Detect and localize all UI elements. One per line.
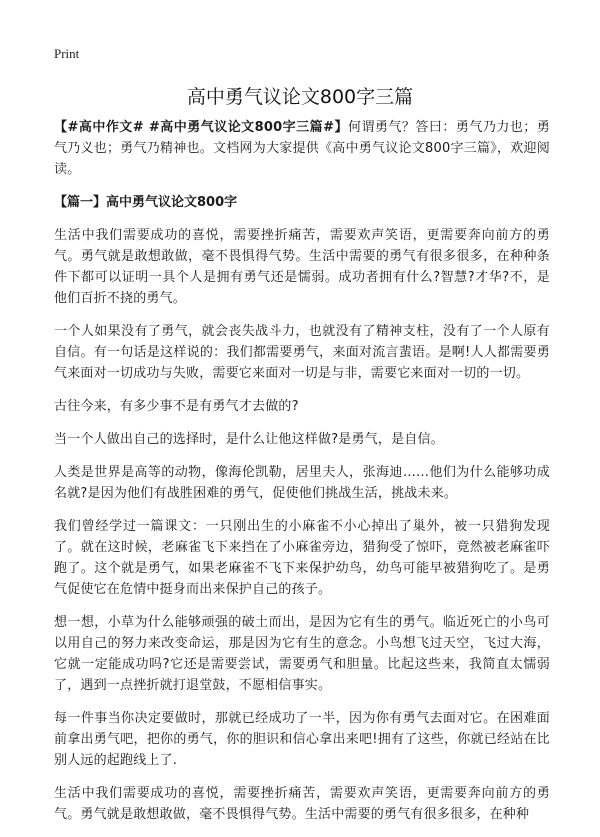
intro-text: 何谓勇气？答曰：勇气乃力也；勇气乃义也；勇气乃精神也。文档网为大家提供《高中勇气议论文800字三篇》，欢迎阅读。: [54, 120, 550, 177]
document-title: 高中勇气议论文800字三篇: [186, 86, 414, 108]
body-paragraph: 当一个人做出自己的选择时，是什么让他这样做?是勇气，是自信。: [54, 432, 444, 447]
body-paragraph: 古往今来，有多少事不是有勇气才去做的?: [54, 399, 299, 414]
body-paragraph: 每一件事当你决定要做时，那就已经成功了一半，因为你有勇气去面对它。在困难面前拿出勇气吧，把你的勇气，你的胆识和信心拿出来吧!拥有了这些，你就已经站在比别人远的起跑线上了.: [54, 711, 550, 768]
body-paragraph: 一个人如果没有了勇气，就会丧失战斗力，也就没有了精神支柱，没有了一个人原有自信。有一句话是这样说的：我们都需要勇气，来面对流言蜚语。是啊!人人都需要勇气来面对一切成功与失败，需要它来面对一切是与非，需要它来面对一切的一切。: [54, 324, 550, 381]
intro-tag: 【#高中作文# #高中勇气议论文800字三篇#】: [54, 120, 348, 135]
intro-paragraph: [54, 117, 550, 180]
body-paragraph: 人类是世界是高等的动物，像海伦凯勒，居里夫人，张海迪……他们为什么能够功成名就?是因为他们有战胜困难的勇气，促使他们挑战生活，挑战未来。: [54, 465, 550, 501]
body-paragraph: 我们曾经学过一篇课文：一只刚出生的小麻雀不小心掉出了巢外，被一只猎狗发现了。就在这时候，老麻雀飞下来挡在了小麻雀旁边，猎狗受了惊吓，竟然被老麻雀吓跑了。这个就是勇气，如果老麻雀不飞下来保护幼鸟，幼鸟可能早被猎狗吃了。是勇气促使它在危情中挺身而出来保护自己的孩子。: [54, 519, 550, 597]
print-link[interactable]: Print: [54, 46, 80, 61]
document-body: [54, 117, 550, 837]
body-paragraph: 想一想，小草为什么能够顽强的破土而出，是因为它有生的勇气。临近死亡的小鸟可以用自己的努力来改变命运，那是因为它有生的意念。小鸟想飞过天空，飞过大海，它就一定能成功吗?它还是需要尝试，需要勇气和胆量。比起这些来，我简直太懦弱了，遇到一点挫折就打退堂鼓，不愿相信事实。: [54, 615, 550, 693]
body-paragraph: 生活中我们需要成功的喜悦，需要挫折痛苦，需要欢声笑语，更需要奔向前方的勇气。勇气就是敢想敢做，毫不畏惧得气势。生活中需要的勇气有很多很多，在种种: [54, 786, 550, 822]
section-heading: 【篇一】高中勇气议论文800字: [54, 195, 238, 210]
body-paragraph: 生活中我们需要成功的喜悦，需要挫折痛苦，需要欢声笑语，更需要奔向前方的勇气。勇气就是敢想敢做，毫不畏惧得气势。生活中需要的勇气有很多很多，在种种条件下都可以证明一具个人是拥有勇气还是懦弱。成功者拥有什么?智慧?才华?不，是他们百折不挠的勇气。: [54, 228, 550, 306]
